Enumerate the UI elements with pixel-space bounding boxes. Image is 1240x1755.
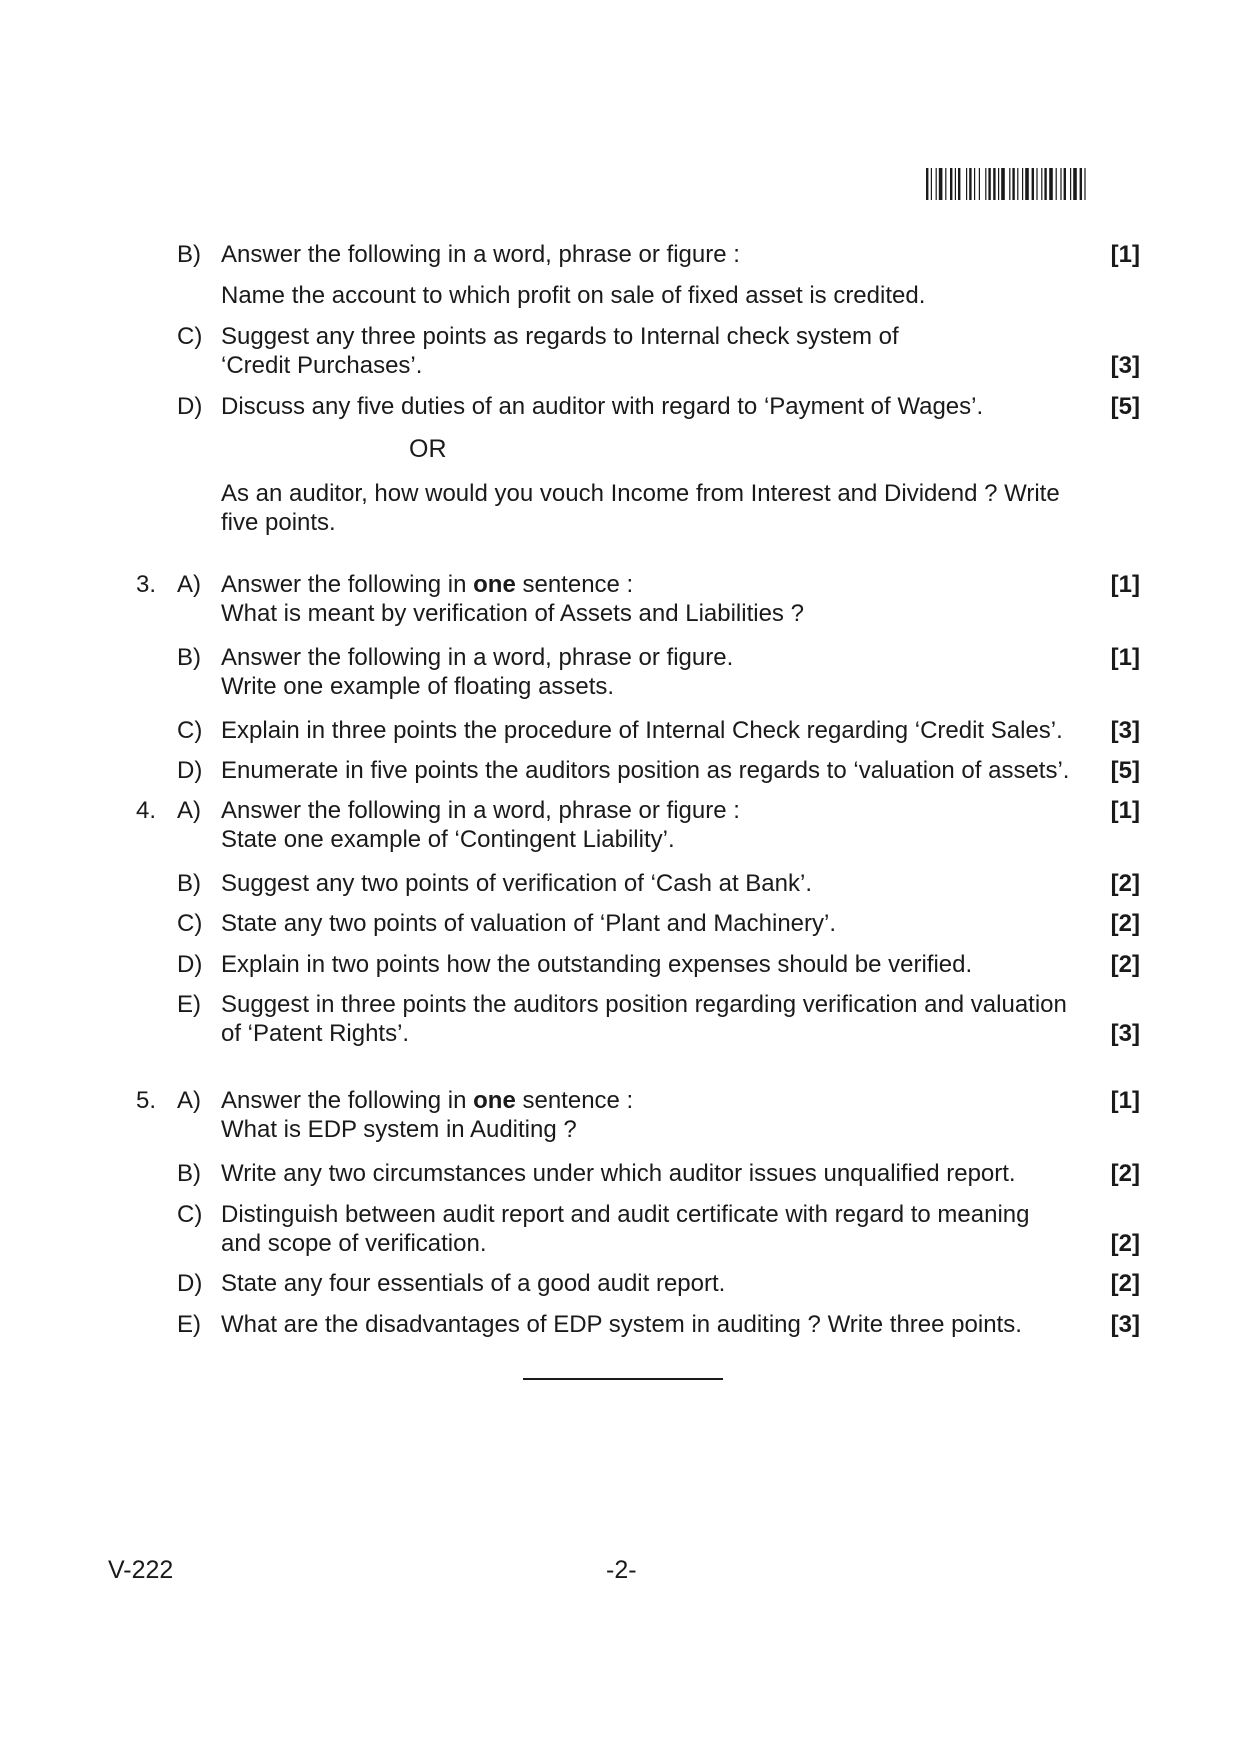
question-text: Answer the following in a word, phrase or figure : State one example of ‘Contingent Liability’. [221, 797, 740, 853]
marks: [2] [1110, 1230, 1140, 1257]
question-text: Explain in three points the procedure of Internal Check regarding ‘Credit Sales’. [221, 717, 1063, 744]
question-letter: B) [177, 644, 201, 671]
question-text: What are the disadvantages of EDP system in auditing ? Write three points. [221, 1311, 1022, 1338]
question-letter: D) [177, 393, 203, 420]
marks: [1] [1110, 571, 1140, 598]
marks: [1] [1110, 797, 1140, 824]
question-number: 4. [136, 797, 157, 824]
marks: [5] [1110, 393, 1140, 420]
question-text: Answer the following in a word, phrase or figure. Write one example of floating assets. [221, 644, 734, 700]
question-letter: D) [177, 951, 203, 978]
question-number: 5. [136, 1087, 157, 1114]
marks: [2] [1110, 1160, 1140, 1187]
marks: [3] [1110, 1311, 1140, 1338]
question-letter: E) [177, 1311, 201, 1338]
question-letter: D) [177, 1270, 203, 1297]
marks: [1] [1110, 644, 1140, 671]
question-text: State any four essentials of a good audit report. [221, 1270, 726, 1297]
question-letter: C) [177, 717, 203, 744]
marks: [2] [1110, 910, 1140, 937]
question-text: Write any two circumstances under which auditor issues unqualified report. [221, 1160, 1016, 1187]
question-text: Enumerate in five points the auditors position as regards to ‘valuation of assets’. [221, 757, 1070, 784]
marks: [5] [1110, 757, 1140, 784]
marks: [1] [1110, 1087, 1140, 1114]
question-text: Answer the following in one sentence : What is EDP system in Auditing ? [221, 1087, 634, 1143]
marks: [2] [1110, 951, 1140, 978]
question-letter: B) [177, 241, 201, 268]
question-text: Suggest any two points of verification of ‘Cash at Bank’. [221, 870, 812, 897]
question-text: Discuss any five duties of an auditor with regard to ‘Payment of Wages’. [221, 393, 984, 420]
question-text: Explain in two points how the outstanding expenses should be verified. [221, 951, 973, 978]
question-letter: C) [177, 1201, 203, 1228]
question-text: Answer the following in a word, phrase or figure : Name the account to which profit on sale of fixed asset is credited. [221, 241, 926, 309]
marks: [3] [1110, 352, 1140, 379]
paper-code: V-222 [108, 1556, 174, 1584]
marks: [2] [1110, 870, 1140, 897]
question-text: Suggest in three points the auditors position regarding verification and valuation of ‘Patent Rights’. [221, 991, 1067, 1047]
question-number: 3. [136, 571, 157, 598]
question-letter: A) [177, 797, 201, 824]
question-text: Distinguish between audit report and audit certificate with regard to meaning and scope of verification. [221, 1201, 1030, 1257]
question-text: Suggest any three points as regards to Internal check system of ‘Credit Purchases’. [221, 323, 899, 379]
barcode [926, 168, 1138, 200]
question-letter: E) [177, 991, 201, 1018]
marks: [3] [1110, 1020, 1140, 1047]
question-text: State any two points of valuation of ‘Plant and Machinery’. [221, 910, 837, 937]
question-letter: D) [177, 757, 203, 784]
end-rule [523, 1378, 723, 1380]
question-letter: C) [177, 323, 203, 350]
page-number: -2- [606, 1556, 637, 1584]
question-text: As an auditor, how would you vouch Income from Interest and Dividend ? Write five points. [221, 480, 1060, 536]
question-letter: A) [177, 1087, 201, 1114]
question-letter: A) [177, 571, 201, 598]
or-label: OR [409, 435, 447, 463]
marks: [2] [1110, 1270, 1140, 1297]
marks: [1] [1110, 241, 1140, 268]
marks: [3] [1110, 717, 1140, 744]
question-letter: B) [177, 870, 201, 897]
question-letter: B) [177, 1160, 201, 1187]
question-text: Answer the following in one sentence : What is meant by verification of Assets and Liabilities ? [221, 571, 804, 627]
question-letter: C) [177, 910, 203, 937]
